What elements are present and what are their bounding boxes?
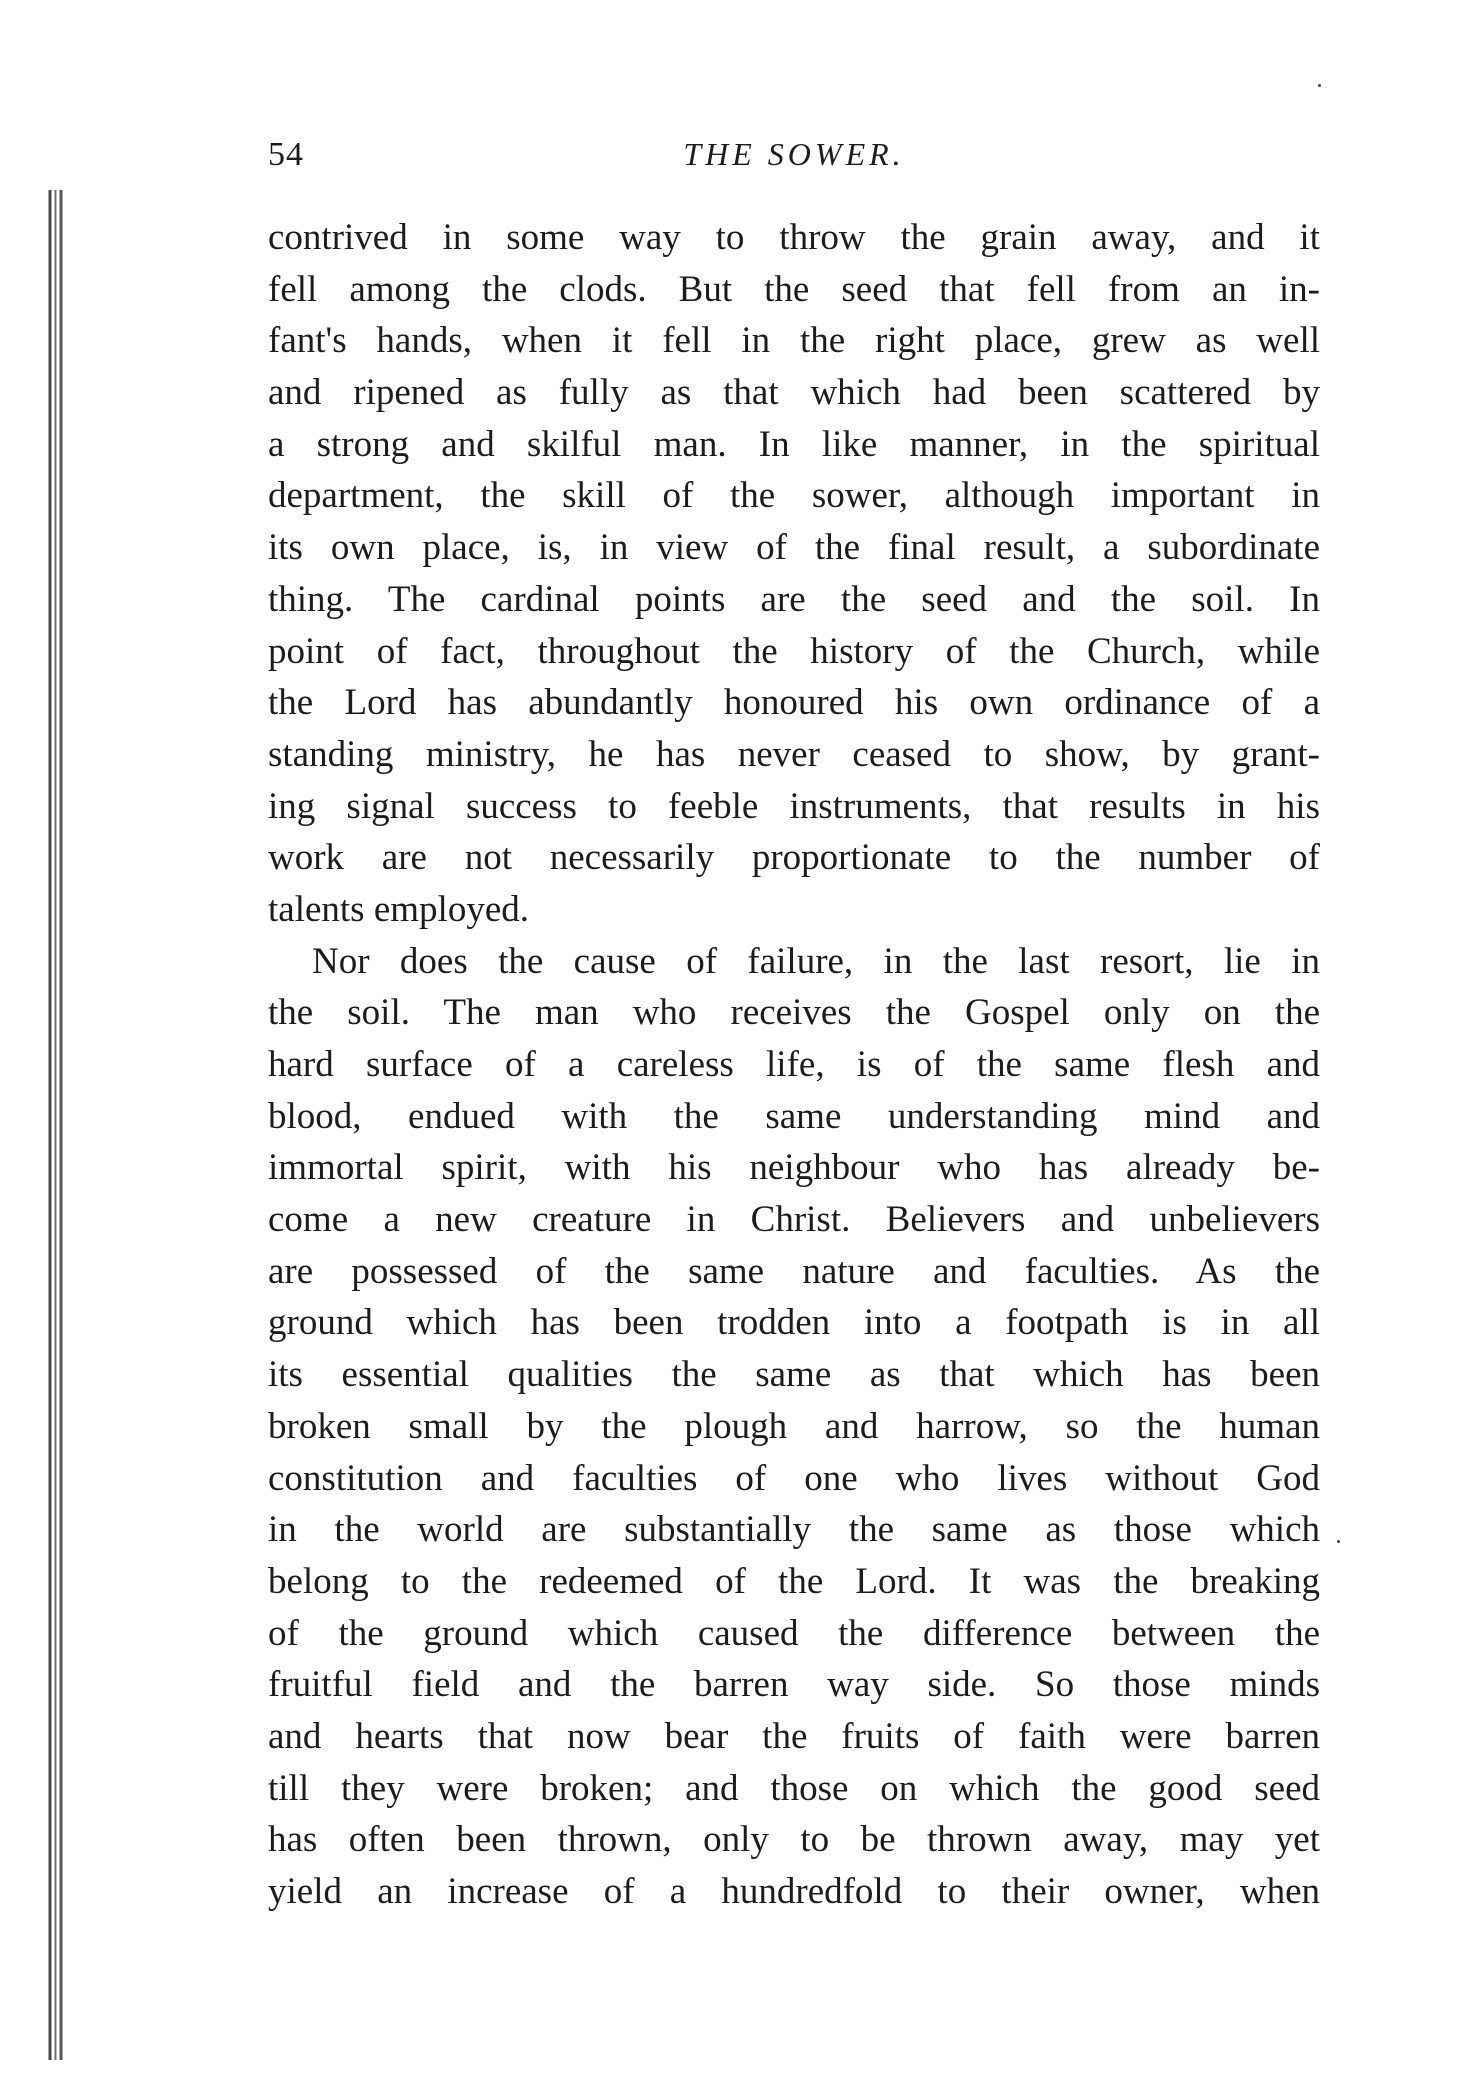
- paragraph-2: [268, 936, 1320, 1918]
- page-header: [268, 136, 1320, 180]
- running-head: THE SOWER.: [683, 136, 905, 172]
- page-number: 54: [268, 136, 304, 173]
- text-line: of the ground which caused the difference between the: [268, 1612, 1320, 1654]
- text-line: fell among the clods. But the seed that fell from an in-: [268, 268, 1320, 310]
- ink-speck: [1318, 84, 1321, 87]
- text-line: the Lord has abundantly honoured his own ordinance of a: [268, 682, 1320, 724]
- text-line: Nor does the cause of failure, in the last resort, lie in: [312, 940, 1320, 982]
- text-line: ground which has been trodden into a footpath is in all: [268, 1302, 1320, 1344]
- text-line: department, the skill of the sower, although important in: [268, 475, 1320, 517]
- page-binding-edge: [48, 190, 64, 2060]
- text-line: its essential qualities the same as that which has been: [268, 1354, 1320, 1396]
- text-line: belong to the redeemed of the Lord. It was the breaking: [268, 1560, 1320, 1602]
- text-line: fant's hands, when it fell in the right place, grew as well: [268, 320, 1320, 362]
- body-text: [268, 212, 1320, 1918]
- text-line: in the world are substantially the same as those which: [268, 1509, 1320, 1551]
- text-line: and ripened as fully as that which had been scattered by: [268, 372, 1320, 414]
- text-line: its own place, is, in view of the final result, a subordinate: [268, 527, 1320, 569]
- text-line: standing ministry, he has never ceased to show, by grant-: [268, 733, 1320, 775]
- text-line: has often been thrown, only to be thrown away, may yet: [268, 1819, 1320, 1861]
- text-line: yield an increase of a hundredfold to their owner, when: [268, 1871, 1320, 1912]
- text-line: ing signal success to feeble instruments, that results in his: [268, 785, 1320, 827]
- text-line: constitution and faculties of one who lives without God: [268, 1457, 1320, 1499]
- text-line: talents employed.: [268, 888, 529, 930]
- text-line: thing. The cardinal points are the seed and the soil. In: [268, 578, 1320, 620]
- text-line: are possessed of the same nature and faculties. As the: [268, 1250, 1320, 1292]
- text-line: blood, endued with the same understanding mind and: [268, 1095, 1320, 1137]
- text-line: immortal spirit, with his neighbour who has already be-: [268, 1147, 1320, 1189]
- text-line: come a new creature in Christ. Believers and unbelievers: [268, 1199, 1320, 1241]
- text-line: and hearts that now bear the fruits of faith were barren: [268, 1715, 1320, 1757]
- text-line: a strong and skilful man. In like manner, in the spiritual: [268, 423, 1320, 465]
- text-line: fruitful field and the barren way side. So those minds: [268, 1664, 1320, 1706]
- text-line: the soil. The man who receives the Gospel only on the: [268, 992, 1320, 1034]
- text-line: work are not necessarily proportionate to the number of: [268, 837, 1320, 879]
- text-line: broken small by the plough and harrow, so the human: [268, 1405, 1320, 1447]
- text-line: contrived in some way to throw the grain away, and it: [268, 217, 1320, 258]
- ink-speck: [1337, 1540, 1340, 1543]
- text-line: point of fact, throughout the history of the Church, while: [268, 630, 1320, 672]
- text-line: hard surface of a careless life, is of the same flesh and: [268, 1044, 1320, 1085]
- text-line: till they were broken; and those on which the good seed: [268, 1767, 1320, 1809]
- paragraph-1: [268, 212, 1320, 936]
